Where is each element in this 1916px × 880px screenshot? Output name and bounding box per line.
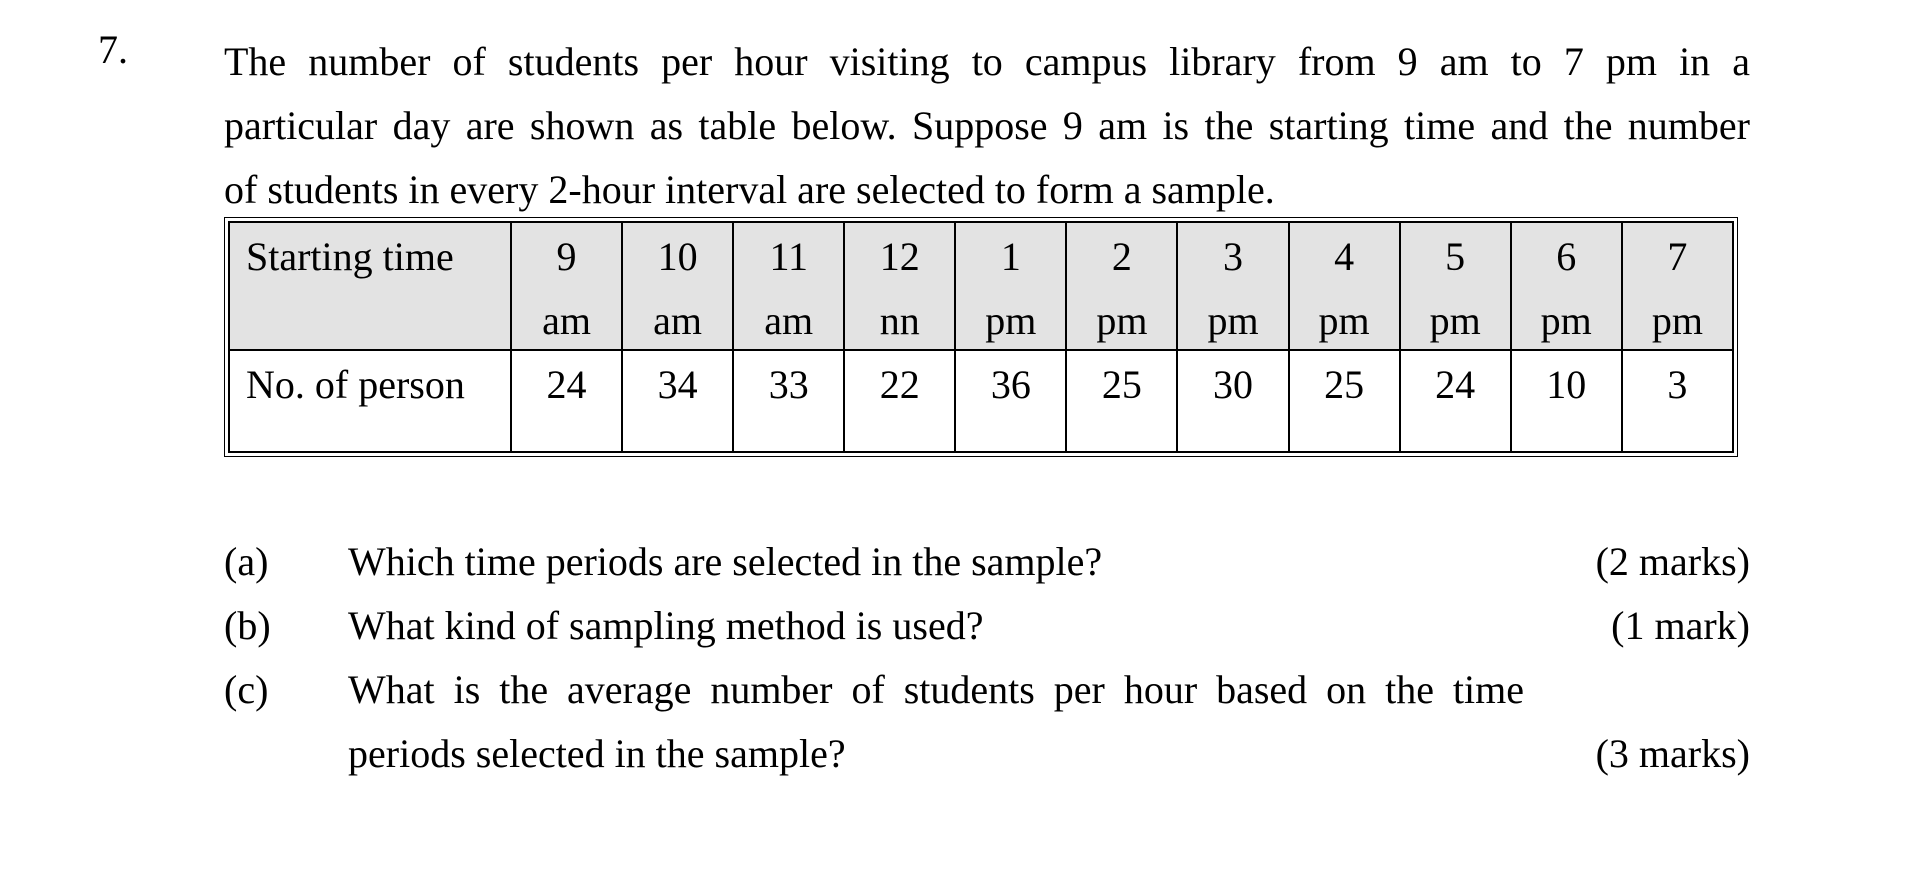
count-cell: 25	[1289, 350, 1400, 452]
data-table	[228, 221, 1734, 453]
count-cell: 36	[955, 350, 1066, 452]
sub-question-text-line: periods selected in the sample?	[348, 731, 846, 776]
count-cell: 22	[844, 350, 955, 452]
count-cell: 34	[622, 350, 733, 452]
count-cell: 30	[1177, 350, 1288, 452]
time-cell: 4 pm	[1289, 222, 1400, 350]
sub-question-text: What kind of sampling method is used?	[348, 603, 984, 648]
count-cell: 33	[733, 350, 844, 452]
question-stem	[224, 30, 1750, 222]
time-cell: 5 pm	[1400, 222, 1511, 350]
count-cell: 10	[1511, 350, 1622, 452]
data-table-frame	[224, 217, 1738, 457]
time-cell: 10 am	[622, 222, 733, 350]
table-count-row	[229, 350, 1733, 452]
stem-line: The number of students per hour visiting to campus library from 9 am to 7 pm in a	[224, 39, 1750, 84]
time-cell: 7 pm	[1622, 222, 1733, 350]
time-cell: 6 pm	[1511, 222, 1622, 350]
stem-line: of students in every 2-hour interval are selected to form a sample.	[224, 167, 1275, 212]
row-header-starting-time: Starting time	[229, 222, 511, 350]
time-cell: 9 am	[511, 222, 622, 350]
count-cell: 24	[1400, 350, 1511, 452]
time-cell: 3 pm	[1177, 222, 1288, 350]
sub-question-label: (a)	[224, 539, 269, 584]
stem-line: particular day are shown as table below. Suppose 9 am is the starting time and the number	[224, 103, 1750, 148]
time-cell: 1 pm	[955, 222, 1066, 350]
sub-question-text	[348, 658, 1524, 786]
sub-question-text-line: What is the average number of students per hour based on the time	[348, 667, 1524, 712]
question-number: 7.	[98, 27, 128, 72]
marks-label: (3 marks)	[1595, 731, 1750, 776]
marks-label: (1 mark)	[1611, 603, 1750, 648]
sub-question-text: Which time periods are selected in the sample?	[348, 539, 1103, 584]
table-header-row	[229, 222, 1733, 350]
time-cell: 11 am	[733, 222, 844, 350]
count-cell: 25	[1066, 350, 1177, 452]
sub-question-c	[224, 658, 1750, 786]
count-cell: 24	[511, 350, 622, 452]
time-cell: 2 pm	[1066, 222, 1177, 350]
sub-questions	[224, 530, 1750, 786]
sub-question-label: (c)	[224, 667, 269, 712]
time-cell: 12 nn	[844, 222, 955, 350]
sub-question-label: (b)	[224, 603, 271, 648]
row-header-no-of-person: No. of person	[229, 350, 511, 452]
sub-question-a	[224, 530, 1750, 594]
sub-question-b	[224, 594, 1750, 658]
count-cell: 3	[1622, 350, 1733, 452]
marks-label: (2 marks)	[1595, 539, 1750, 584]
